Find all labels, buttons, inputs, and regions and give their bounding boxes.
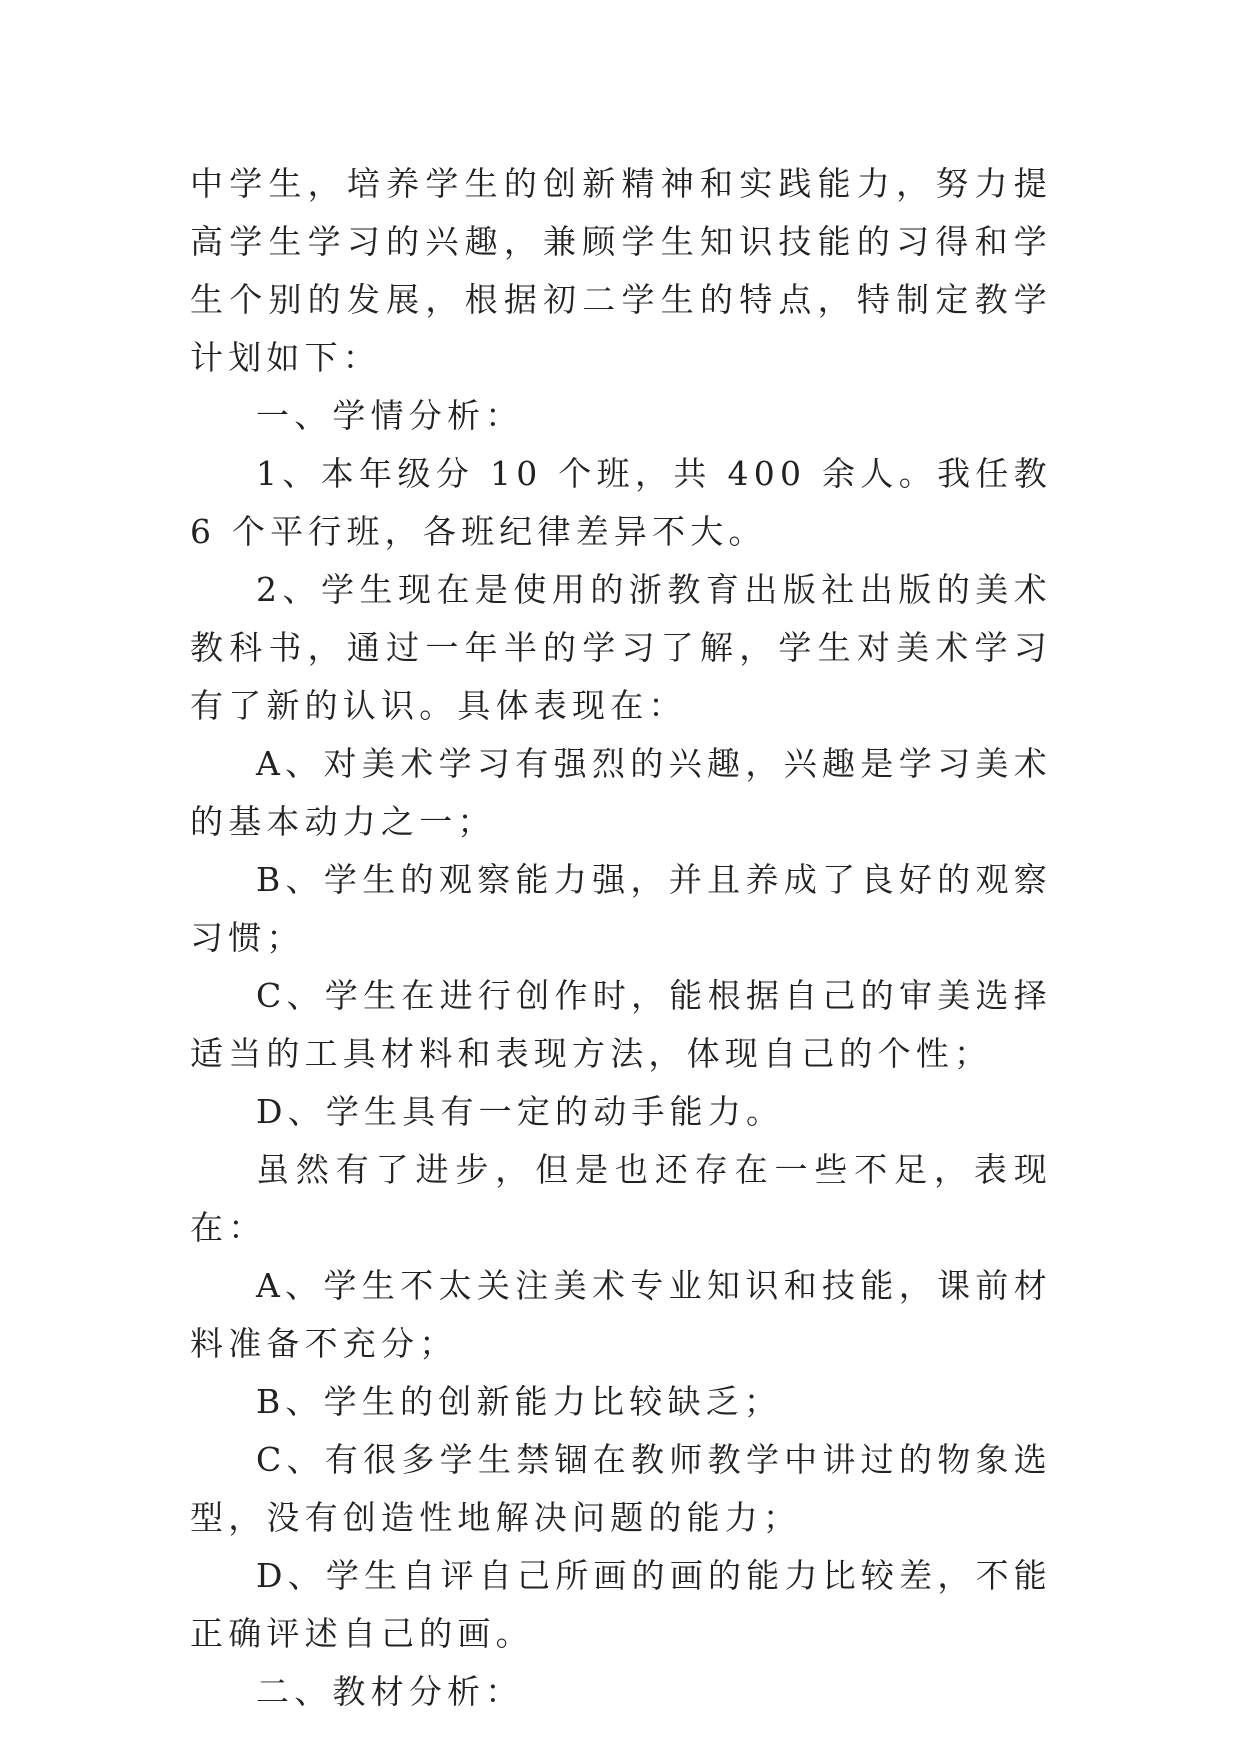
paragraph-item-1: 1、本年级分 10 个班，共 400 余人。我任教 6 个平行班，各班纪律差异不大。 (190, 454, 1052, 551)
paragraph-strength-b: B、学生的观察能力强，并且养成了良好的观察习惯； (190, 860, 1052, 957)
paragraph-strength-c: C、学生在进行创作时，能根据自己的审美选择适当的工具材料和表现方法，体现自己的个性； (190, 976, 1052, 1073)
paragraph-weakness-d: D、学生自评自己所画的画的能力比较差，不能正确评述自己的画。 (190, 1556, 1052, 1653)
document-page (190, 155, 1052, 1721)
paragraph-weakness-a: A、学生不太关注美术专业知识和技能，课前材料准备不充分； (190, 1266, 1052, 1363)
paragraph-weakness-c: C、有很多学生禁锢在教师教学中讲过的物象选型，没有创造性地解决问题的能力； (190, 1440, 1052, 1537)
paragraph-strength-a: A、对美术学习有强烈的兴趣，兴趣是学习美术的基本动力之一； (190, 744, 1052, 841)
paragraph-weakness-b: B、学生的创新能力比较缺乏； (256, 1382, 783, 1421)
paragraph-item-2: 2、学生现在是使用的浙教育出版社出版的美术教科书，通过一年半的学习了解，学生对美术学习有了新的认识。具体表现在： (190, 570, 1052, 725)
paragraph-shortcomings-intro: 虽然有了进步，但是也还存在一些不足，表现在： (190, 1150, 1052, 1247)
paragraph-strength-d: D、学生具有一定的动手能力。 (256, 1092, 785, 1131)
paragraph-intro: 中学生，培养学生的创新精神和实践能力，努力提高学生学习的兴趣，兼顾学生知识技能的习得和学生个别的发展，根据初二学生的特点，特制定教学计划如下： (190, 164, 1052, 377)
heading-student-analysis: 一、学情分析： (256, 396, 524, 435)
heading-textbook-analysis: 二、教材分析： (256, 1672, 524, 1711)
